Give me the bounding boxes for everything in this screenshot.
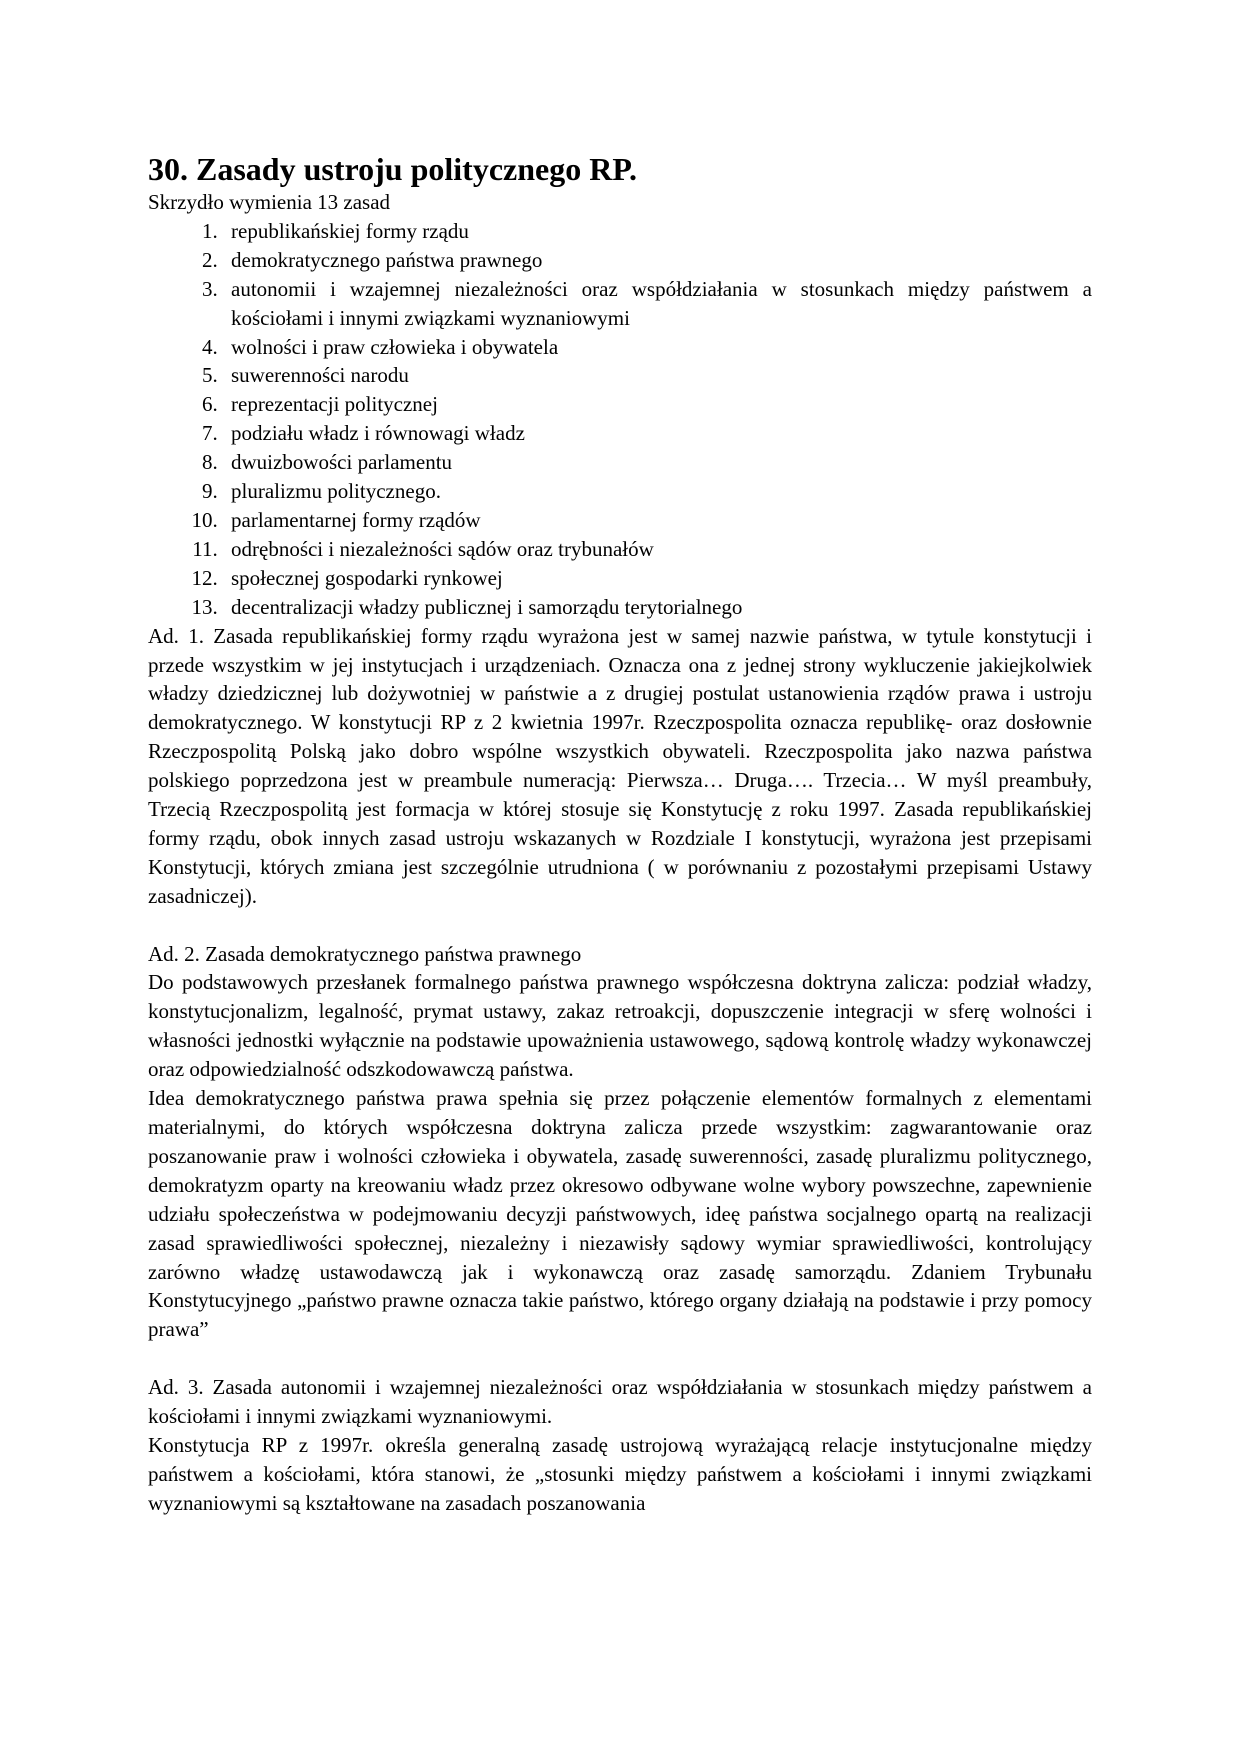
list-item: 8. dwuizbowości parlamentu xyxy=(223,448,1092,477)
list-item: 6. reprezentacji politycznej xyxy=(223,390,1092,419)
list-item: 5. suwerenności narodu xyxy=(223,361,1092,390)
list-item: 4. wolności i praw człowieka i obywatela xyxy=(223,333,1092,362)
list-item: 13. decentralizacji władzy publicznej i samorządu terytorialnego xyxy=(223,593,1092,622)
principles-list xyxy=(148,217,1092,622)
ad2-paragraph-1: Do podstawowych przesłanek formalnego państwa prawnego współczesna doktryna zalicza: podział władzy, konstytucjonalizm, legalność, prymat ustawy, zakaz retroakcji, dopuszczenie integracji w sferę wolności i własności jednostki wyłącznie na podstawie upoważnienia ustawowego, sądową kontrolę władzy wykonawczej oraz odpowiedzialność odszkodowawczą państwa. xyxy=(148,970,1092,1082)
paragraph-gap xyxy=(148,911,1092,940)
list-item: 10. parlamentarnej formy rządów xyxy=(223,506,1092,535)
paragraph-gap xyxy=(148,1344,1092,1373)
ad1-paragraph: Ad. 1. Zasada republikańskiej formy rządu wyrażona jest w samej nazwie państwa, w tytule konstytucji i przede wszystkim w jej instytucjach i urządzeniach. Oznacza ona z jednej strony wykluczenie jakiejkolwiek władzy dziedzicznej lub dożywotniej w państwie a z drugiej postulat ustanowienia rządów prawa i ustroju demokratycznego. W konstytucji RP z 2 kwietnia 1997r. Rzeczpospolita oznacza republikę- oraz dosłownie Rzeczpospolitą Polską jako dobro wspólne wszystkich obywateli. Rzeczpospolita jako nazwa państwa polskiego poprzedzona jest w preambule numeracją: Pierwsza… Druga…. Trzecia… W myśl preambuły, Trzecią Rzeczpospolitą jest formacja w której stosuje się Konstytucję z roku 1997. Zasada republikańskiej formy rządu, obok innych zasad ustroju wskazanych w Rozdziale I konstytucji, wyrażona jest przepisami Konstytucji, których zmiana jest szczególnie utrudniona ( w porównaniu z pozostałymi przepisami Ustawy zasadniczej). xyxy=(148,623,1092,908)
document-page xyxy=(148,150,1092,1518)
ad3-paragraph-1: Konstytucja RP z 1997r. określa generalną zasadę ustrojową wyrażającą relacje instytucjonalne między państwem a kościołami, która stanowi, że „stosunki między państwem a kościołami i innymi związkami wyznaniowymi są kształtowane na zasadach poszanowania xyxy=(148,1432,1092,1515)
list-item: 12. społecznej gospodarki rynkowej xyxy=(223,564,1092,593)
ad2-heading: Ad. 2. Zasada demokratycznego państwa prawnego xyxy=(148,941,582,966)
document-title: 30. Zasady ustroju politycznego RP. xyxy=(148,151,637,187)
ad2-paragraph-2: Idea demokratycznego państwa prawa spełnia się przez połączenie elementów formalnych z elementami materialnymi, do których współczesna doktryna zalicza przede wszystkim: zagwarantowanie oraz poszanowanie praw i wolności człowieka i obywatela, zasadę suwerenności, zasadę pluralizmu politycznego, demokratyzm oparty na kreowaniu władz przez okresowo odbywane wolne wybory powszechne, zapewnienie udziału społeczeństwa w podejmowaniu decyzji państwowych, ideę państwa socjalnego opartą na realizacji zasad sprawiedliwości społecznej, niezależny i niezawisły sądowy wymiar sprawiedliwości, kontrolujący zarówno władzę ustawodawczą jak i wykonawczą oraz zasadę samorządu. Zdaniem Trybunału Konstytucyjnego „państwo prawne oznacza takie państwo, którego organy działają na podstawie i przy pomocy prawa” xyxy=(148,1086,1092,1342)
list-item: 9. pluralizmu politycznego. xyxy=(223,477,1092,506)
list-item: 7. podziału władz i równowagi władz xyxy=(223,419,1092,448)
list-item: 11. odrębności i niezależności sądów oraz trybunałów xyxy=(223,535,1092,564)
list-item: 1. republikańskiej formy rządu xyxy=(223,217,1092,246)
list-item: 3. autonomii i wzajemnej niezależności oraz współdziałania w stosunkach między państwem a kościołami i innymi związkami wyznaniowymi xyxy=(223,275,1092,333)
ad3-heading: Ad. 3. Zasada autonomii i wzajemnej niezależności oraz współdziałania w stosunkach między państwem a kościołami i innymi związkami wyznaniowymi. xyxy=(148,1375,1092,1429)
intro-line: Skrzydło wymienia 13 zasad xyxy=(148,190,391,214)
list-item: 2. demokratycznego państwa prawnego xyxy=(223,246,1092,275)
